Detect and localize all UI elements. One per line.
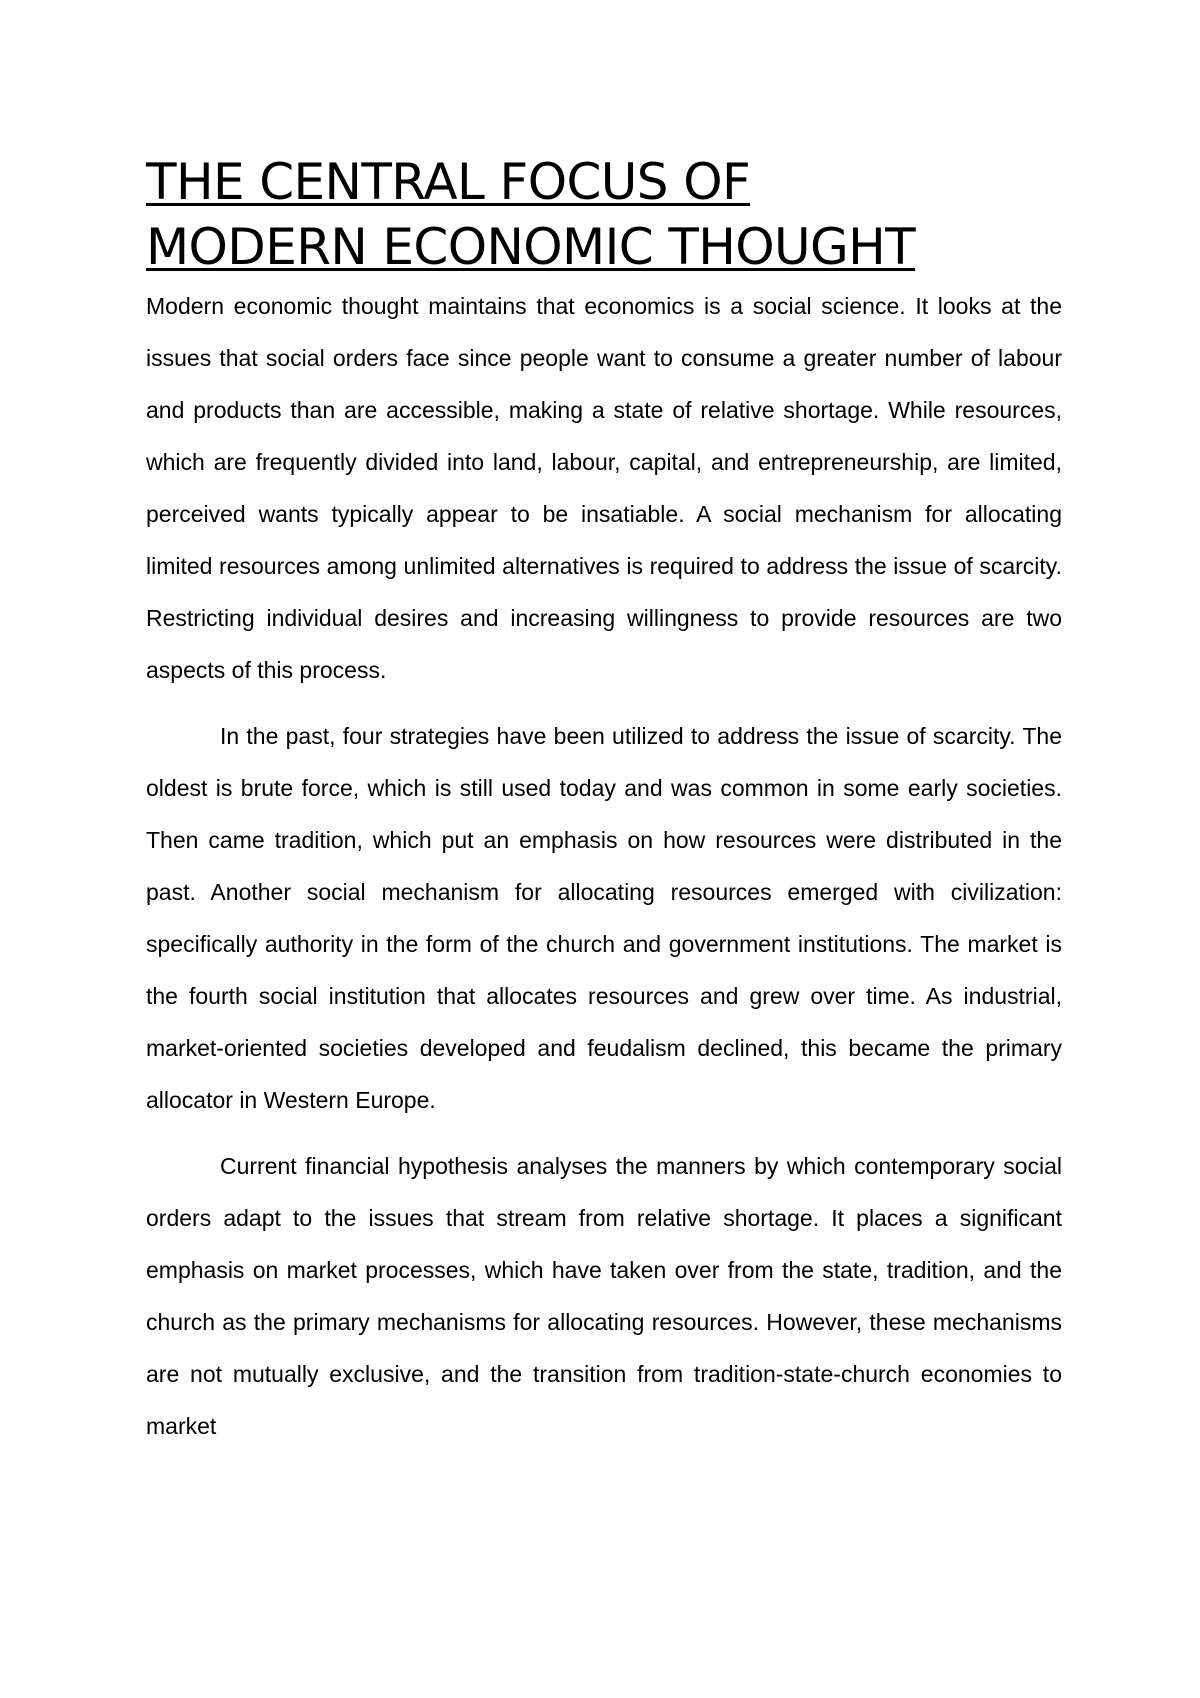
title-line-2: MODERN ECONOMIC THOUGHT <box>146 218 916 276</box>
paragraph-3: Current financial hypothesis analyses the manners by which contemporary social orders adapt to the issues that stream from relative shortage. It places a significant emphasis on market processes, which have taken over from the state, tradition, and the church as the primary mechanisms for allocating resources. However, these mechanisms are not mutually exclusive, and the transition from tradition-state-church economies to market <box>146 1153 1062 1439</box>
document-body <box>146 150 1062 1452</box>
paragraph-1: Modern economic thought maintains that economics is a social science. It looks at the issues that social orders face since people want to consume a greater number of labour and products than are accessible, making a state of relative shortage. While resources, which are frequently divided into land, labour, capital, and entrepreneurship, are limited, perceived wants typically appear to be insatiable. A social mechanism for allocating limited resources among unlimited alternatives is required to address the issue of scarcity. Restricting individual desires and increasing willingness to provide resources are two aspects of this process. <box>146 293 1062 683</box>
paragraph-2: In the past, four strategies have been utilized to address the issue of scarcity. The oldest is brute force, which is still used today and was common in some early societies. Then came tradition, which put an emphasis on how resources were distributed in the past. Another social mechanism for allocating resources emerged with civilization: specifically authority in the form of the church and government institutions. The market is the fourth social institution that allocates resources and grew over time. As industrial, market-oriented societies developed and feudalism declined, this became the primary allocator in Western Europe. <box>146 723 1062 1113</box>
document-title <box>146 150 1062 280</box>
title-line-1: THE CENTRAL FOCUS OF <box>146 153 751 211</box>
